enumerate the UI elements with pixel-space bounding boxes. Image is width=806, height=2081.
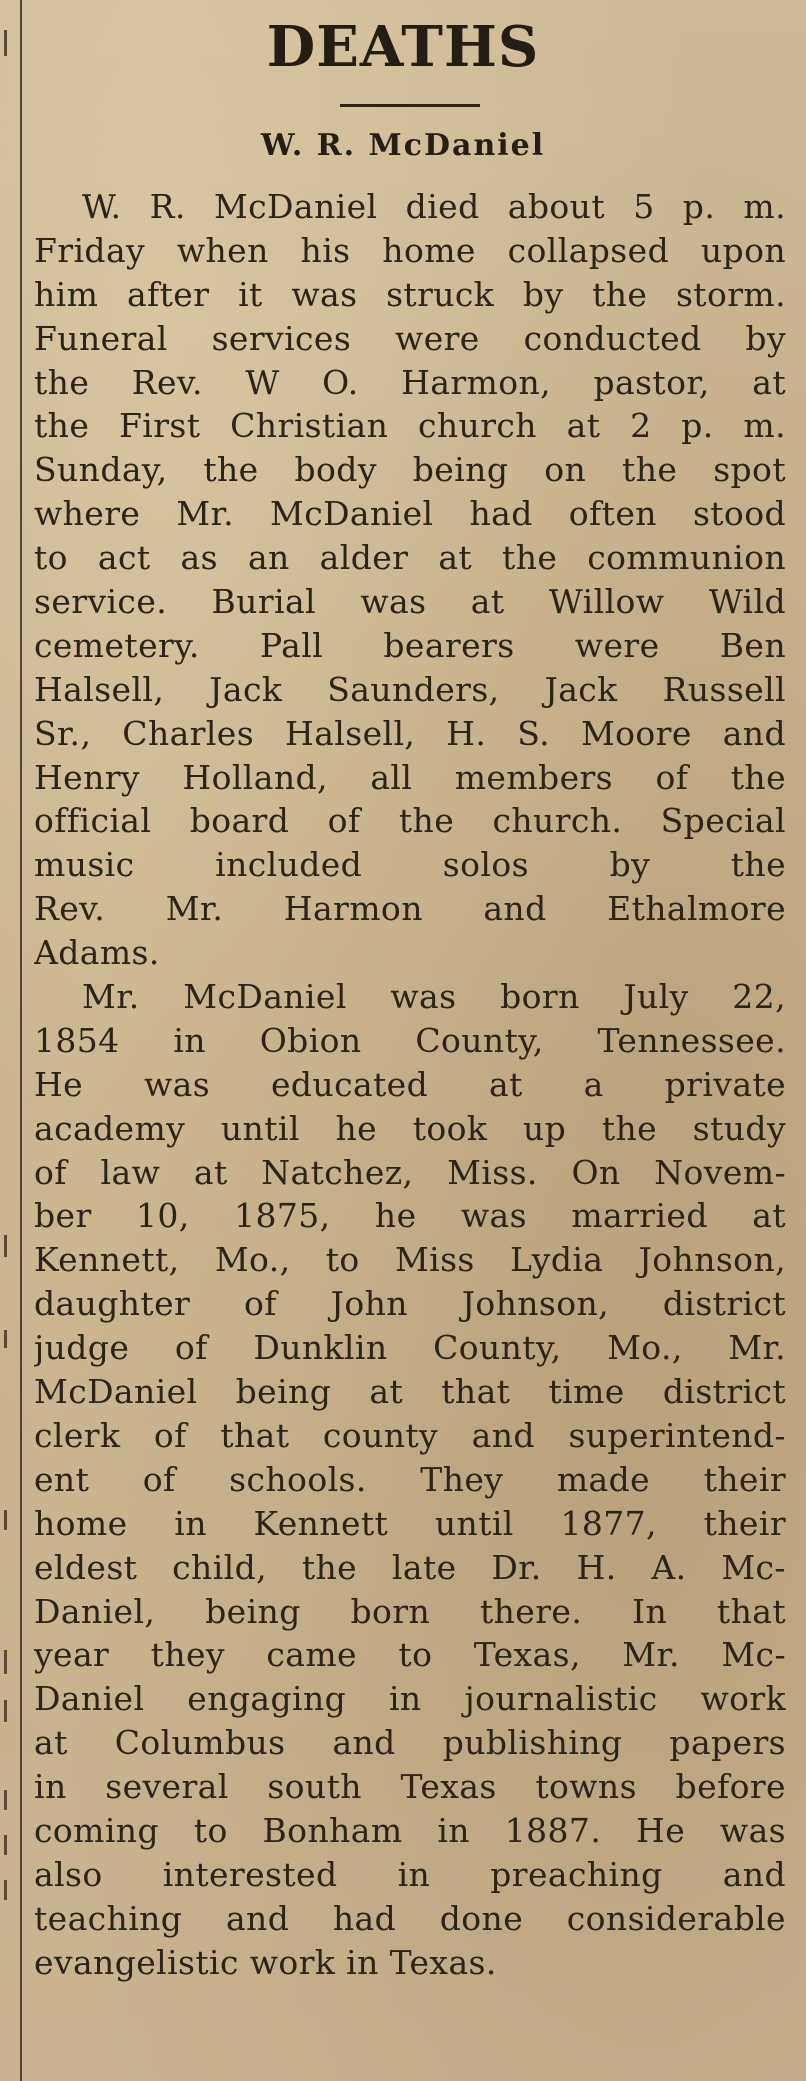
text-line: ber 10, 1875, he was married at bbox=[34, 1196, 786, 1236]
text-line: service. Burial was at Willow Wild bbox=[34, 582, 786, 622]
text-line: the Rev. W O. Harmon, pastor, at bbox=[34, 362, 786, 402]
obituary-name: W. R. McDaniel bbox=[260, 128, 546, 163]
text-line: W. R. McDaniel died about 5 p. m. bbox=[82, 187, 786, 226]
text-line: ent of schools. They made their bbox=[34, 1459, 786, 1499]
text-line: him after it was struck by the storm. bbox=[34, 274, 786, 314]
text-line: Daniel engaging in journalistic work bbox=[34, 1679, 786, 1719]
text-line: Friday when his home collapsed upon bbox=[34, 230, 786, 270]
text-line: teaching and had done considerable bbox=[34, 1898, 786, 1938]
text-line: music included solos by the bbox=[34, 845, 786, 885]
edge-marks bbox=[0, 0, 14, 2081]
text-line: Funeral services were conducted by bbox=[34, 318, 786, 358]
text-line: judge of Dunklin County, Mo., Mr. bbox=[34, 1328, 786, 1368]
text-line: daughter of John Johnson, district bbox=[34, 1284, 786, 1324]
text-line: in several south Texas towns before bbox=[34, 1767, 786, 1807]
text-line: Halsell, Jack Saunders, Jack Russell bbox=[34, 669, 786, 709]
text-line: Sunday, the body being on the spot bbox=[34, 450, 786, 490]
text-line: to act as an alder at the communion bbox=[34, 538, 786, 578]
text-line: at Columbus and publishing papers bbox=[34, 1723, 786, 1763]
text-line: academy until he took up the study bbox=[34, 1108, 786, 1148]
text-line: Daniel, being born there. In that bbox=[34, 1591, 786, 1631]
text-line: cemetery. Pall bearers were Ben bbox=[34, 625, 786, 665]
text-line: official board of the church. Special bbox=[34, 801, 786, 841]
text-line: year they came to Texas, Mr. Mc- bbox=[34, 1635, 786, 1675]
text-line: the First Christian church at 2 p. m. bbox=[34, 406, 786, 446]
obituary-body bbox=[34, 185, 786, 1985]
column-rule bbox=[20, 0, 22, 2081]
text-line: 1854 in Obion County, Tennessee. bbox=[34, 1020, 786, 1060]
section-headline: DEATHS bbox=[266, 14, 540, 80]
text-line: evangelistic work in Texas. bbox=[34, 1942, 497, 1982]
text-line: also interested in preaching and bbox=[34, 1854, 786, 1894]
text-line: Sr., Charles Halsell, H. S. Moore and bbox=[34, 713, 786, 753]
text-line: McDaniel being at that time district bbox=[34, 1372, 786, 1412]
text-line: home in Kennett until 1877, their bbox=[34, 1503, 786, 1543]
text-line: of law at Natchez, Miss. On Novem- bbox=[34, 1152, 786, 1192]
text-line: Rev. Mr. Harmon and Ethalmore bbox=[34, 889, 786, 929]
text-line: Henry Holland, all members of the bbox=[34, 757, 786, 797]
text-line: Mr. McDaniel was born July 22, bbox=[82, 977, 786, 1017]
text-line: clerk of that county and superintend- bbox=[34, 1415, 786, 1455]
text-line: coming to Bonham in 1887. He was bbox=[34, 1810, 786, 1850]
text-line: He was educated at a private bbox=[34, 1064, 786, 1104]
text-line: Kennett, Mo., to Miss Lydia Johnson, bbox=[34, 1240, 786, 1280]
text-line: Adams. bbox=[34, 933, 160, 973]
text-line: where Mr. McDaniel had often stood bbox=[34, 494, 786, 534]
headline-rule bbox=[340, 104, 480, 107]
text-line: eldest child, the late Dr. H. A. Mc- bbox=[34, 1547, 786, 1587]
